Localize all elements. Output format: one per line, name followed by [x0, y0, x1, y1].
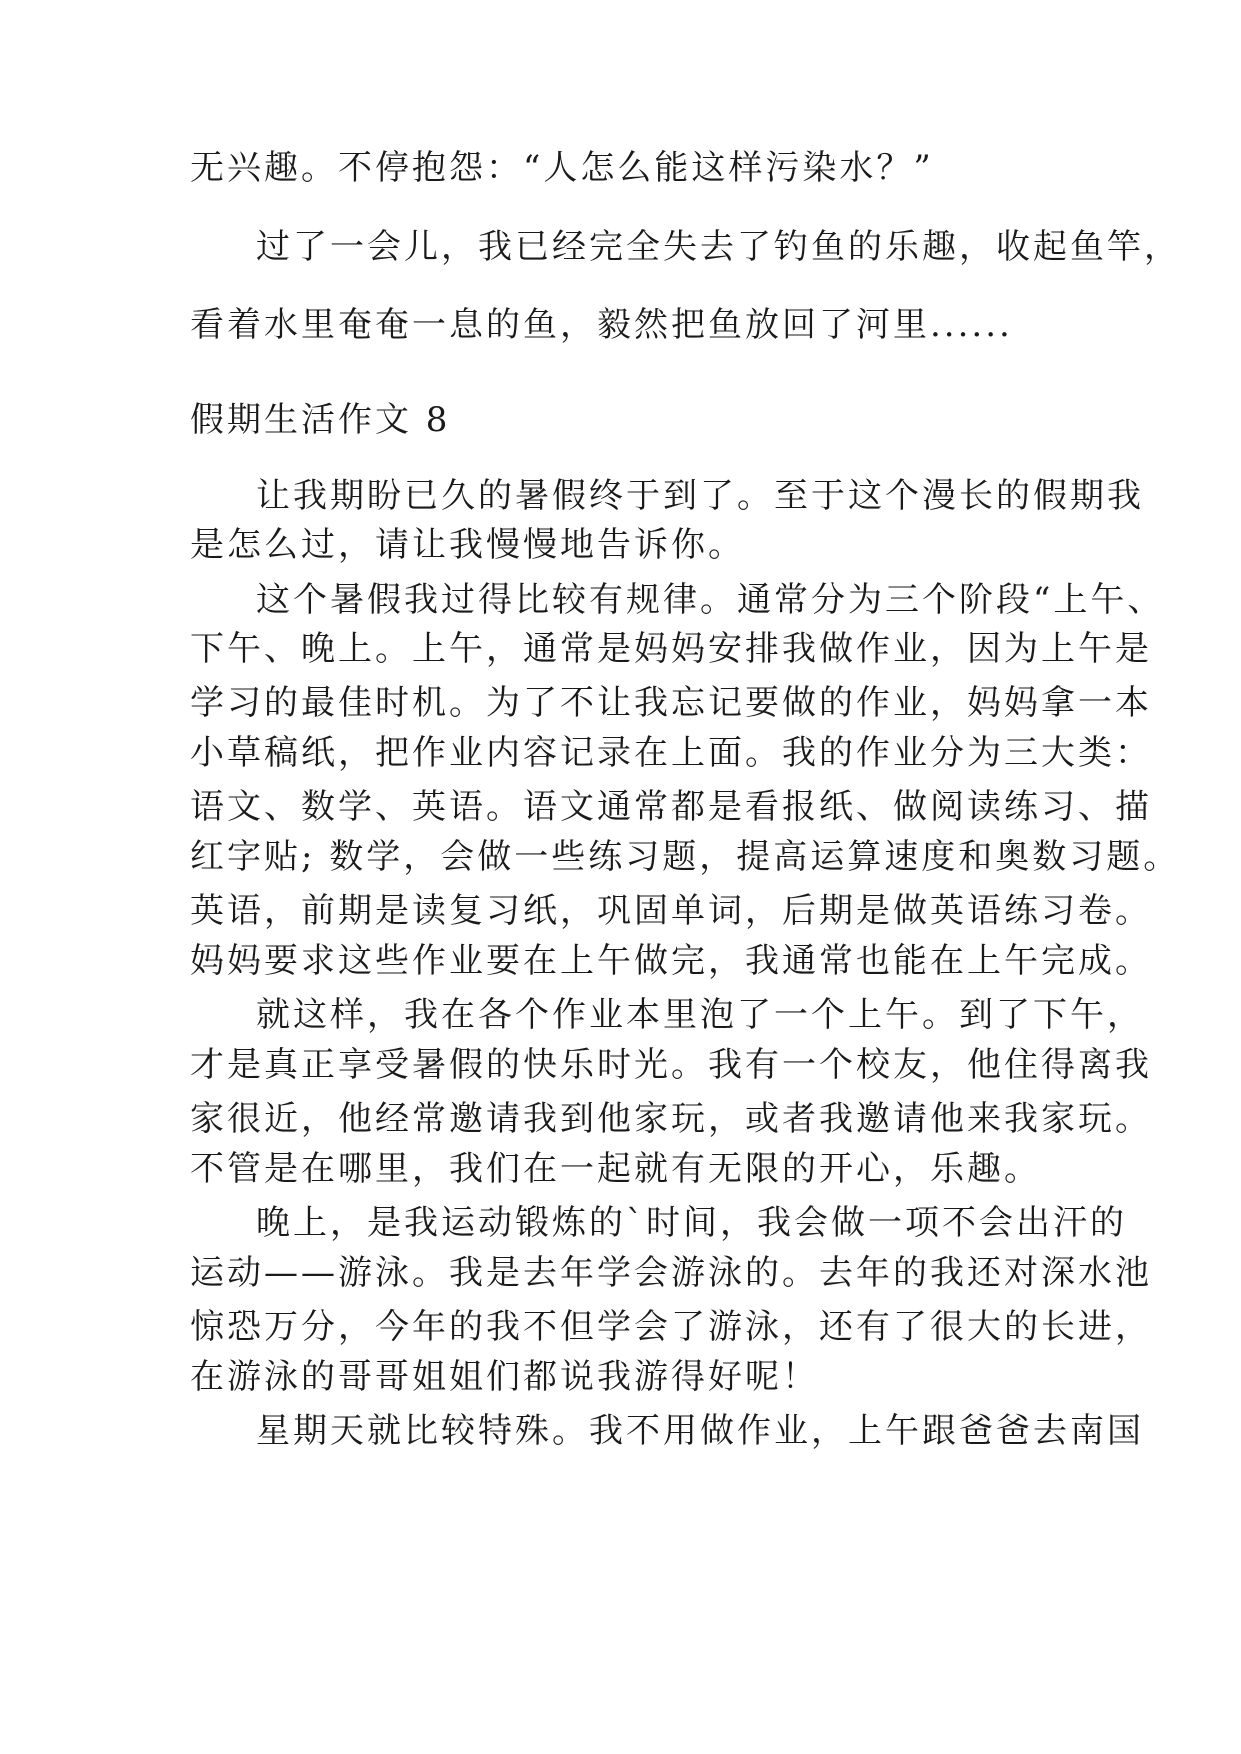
text-line: 这个暑假我过得比较有规律。通常分为三个阶段“上午、 — [256, 580, 1165, 620]
text-line: 妈妈要求这些作业要在上午做完，我通常也能在上午完成。 — [190, 941, 1152, 981]
text-line: 就这样，我在各个作业本里泡了一个上午。到了下午， — [256, 995, 1144, 1035]
text-line: 惊恐万分，今年的我不但学会了游泳，还有了很大的长进， — [190, 1307, 1152, 1347]
text-line: 看着水里奄奄一息的鱼，毅然把鱼放回了河里...... — [190, 305, 1013, 345]
text-line: 红字贴; 数学，会做一些练习题，提高运算速度和奥数习题。 — [190, 837, 1181, 877]
text-line: 不管是在哪里，我们在一起就有无限的开心，乐趣。 — [190, 1149, 1041, 1189]
text-line: 语文、数学、英语。语文通常都是看报纸、做阅读练习、描 — [190, 787, 1152, 827]
text-line: 让我期盼已久的暑假终于到了。至于这个漫长的假期我 — [256, 476, 1144, 516]
text-line: 运动——游泳。我是去年学会游泳的。去年的我还对深水池 — [190, 1253, 1152, 1293]
text-line: 下午、晚上。上午，通常是妈妈安排我做作业，因为上午是 — [190, 629, 1152, 669]
text-line: 英语，前期是读复习纸，巩固单词，后期是做英语练习卷。 — [190, 891, 1152, 931]
text-line: 小草稿纸，把作业内容记录在上面。我的作业分为三大类： — [190, 733, 1152, 773]
text-line: 学习的最佳时机。为了不让我忘记要做的作业，妈妈拿一本 — [190, 683, 1152, 723]
text-line: 过了一会儿，我已经完全失去了钓鱼的乐趣，收起鱼竿， — [256, 227, 1181, 267]
text-line: 星期天就比较特殊。我不用做作业，上午跟爸爸去南国 — [256, 1411, 1144, 1451]
text-line: 家很近，他经常邀请我到他家玩，或者我邀请他来我家玩。 — [190, 1099, 1152, 1139]
section-title: 假期生活作文 8 — [190, 400, 451, 440]
text-line: 在游泳的哥哥姐姐们都说我游得好呢！ — [190, 1357, 819, 1397]
text-line: 无兴趣。不停抱怨：“人怎么能这样污染水？” — [190, 148, 934, 188]
text-line: 才是真正享受暑假的快乐时光。我有一个校友，他住得离我 — [190, 1045, 1152, 1085]
text-line: 晚上，是我运动锻炼的`时间，我会做一项不会出汗的 — [256, 1203, 1127, 1243]
text-line: 是怎么过，请让我慢慢地告诉你。 — [190, 525, 745, 565]
